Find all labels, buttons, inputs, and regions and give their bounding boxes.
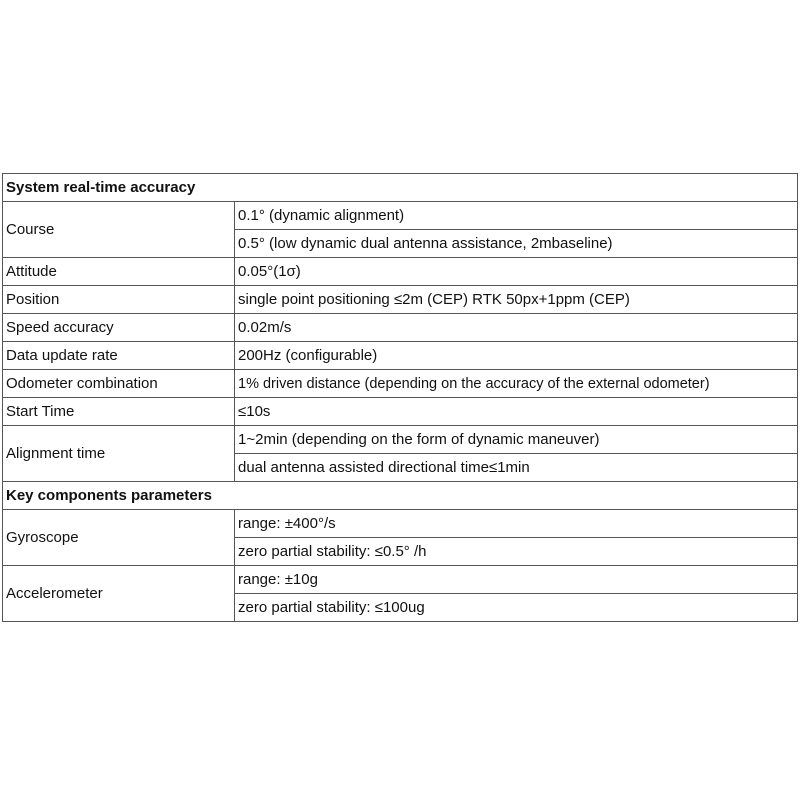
row-label-odometer-combination: Odometer combination	[3, 370, 235, 398]
row-value: ≤10s	[235, 398, 798, 426]
row-value: 0.02m/s	[235, 314, 798, 342]
row-value: range: ±10g	[235, 566, 798, 594]
row-value: 0.1° (dynamic alignment)	[235, 202, 798, 230]
row-label-gyroscope: Gyroscope	[3, 510, 235, 566]
table-row	[3, 370, 798, 398]
table-row	[3, 342, 798, 370]
section-title: System real-time accuracy	[3, 174, 798, 202]
section-title: Key components parameters	[3, 482, 798, 510]
spec-table	[2, 173, 798, 622]
row-value: 1~2min (depending on the form of dynamic maneuver)	[235, 426, 798, 454]
table-row	[3, 510, 798, 538]
table-row	[3, 398, 798, 426]
row-value: dual antenna assisted directional time≤1min	[235, 454, 798, 482]
row-label-course: Course	[3, 202, 235, 258]
row-label-start-time: Start Time	[3, 398, 235, 426]
row-value: 200Hz (configurable)	[235, 342, 798, 370]
row-value: range: ±400°/s	[235, 510, 798, 538]
row-value: 1% driven distance (depending on the accuracy of the external odometer)	[235, 370, 798, 398]
table-row	[3, 258, 798, 286]
row-value: zero partial stability: ≤100ug	[235, 594, 798, 622]
section-header-row	[3, 174, 798, 202]
section-header-row	[3, 482, 798, 510]
table-row	[3, 286, 798, 314]
row-label-speed-accuracy: Speed accuracy	[3, 314, 235, 342]
row-label-accelerometer: Accelerometer	[3, 566, 235, 622]
table-row	[3, 426, 798, 454]
table-row	[3, 566, 798, 594]
row-value: zero partial stability: ≤0.5° /h	[235, 538, 798, 566]
row-value: 0.05°(1σ)	[235, 258, 798, 286]
row-label-position: Position	[3, 286, 235, 314]
row-label-data-update-rate: Data update rate	[3, 342, 235, 370]
row-label-attitude: Attitude	[3, 258, 235, 286]
row-label-alignment-time: Alignment time	[3, 426, 235, 482]
row-value: 0.5° (low dynamic dual antenna assistance, 2mbaseline)	[235, 230, 798, 258]
table-row	[3, 202, 798, 230]
table-row	[3, 314, 798, 342]
row-value: single point positioning ≤2m (CEP) RTK 50px+1ppm (CEP)	[235, 286, 798, 314]
